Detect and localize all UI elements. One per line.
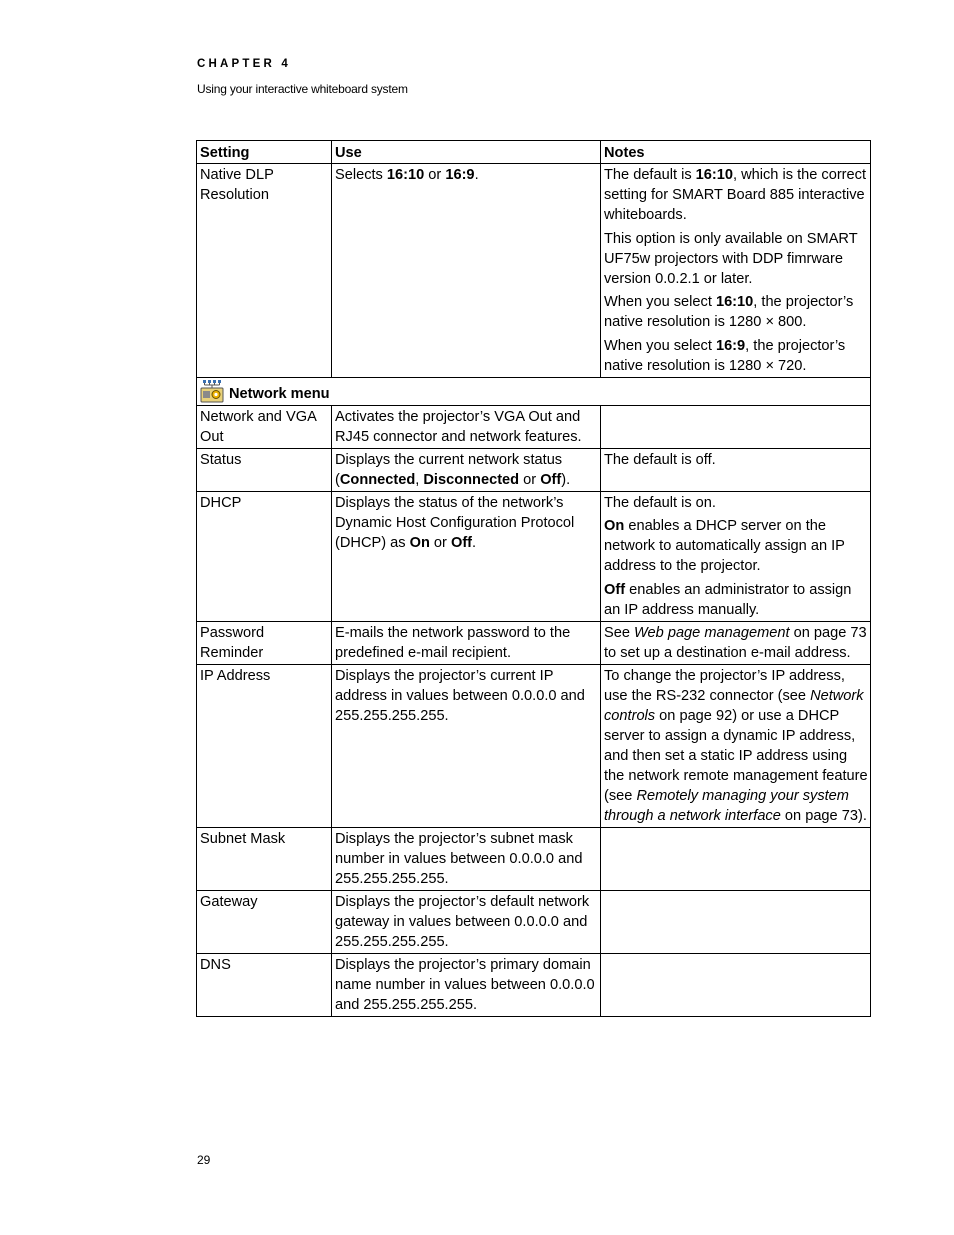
use-cell: Selects 16:10 or 16:9. xyxy=(332,164,601,378)
notes-cell: See Web page management on page 73 to set up a destination e-mail address. xyxy=(601,621,871,664)
use-cell: Displays the projector’s primary domain name number in values between 0.0.0.0 and 255.255.255.255. xyxy=(332,953,601,1016)
use-cell: Displays the projector’s current IP address in values between 0.0.0.0 and 255.255.255.255. xyxy=(332,664,601,827)
note-paragraph: The default is on. xyxy=(604,494,716,511)
setting-cell: IP Address xyxy=(197,664,332,827)
use-cell: Displays the current network status (Connected, Disconnected or Off). xyxy=(332,448,601,491)
note-paragraph: On enables a DHCP server on the network to automatically assign an IP address to the projector. xyxy=(604,518,845,574)
section-row-network-menu xyxy=(197,377,871,405)
section-label: Network menu xyxy=(229,385,330,402)
table-row xyxy=(197,664,871,827)
use-cell: Displays the projector’s subnet mask number in values between 0.0.0.0 and 255.255.255.255. xyxy=(332,827,601,890)
cross-reference-link: Network controls xyxy=(604,687,864,724)
note-paragraph: Off enables an administrator to assign an IP address manually. xyxy=(604,581,852,618)
note-paragraph: This option is only available on SMART UF75w projectors with DDP fimrware version 0.0.2.1 or later. xyxy=(604,230,858,287)
settings-table xyxy=(196,140,871,1017)
section-cell xyxy=(197,377,871,405)
use-cell: Activates the projector’s VGA Out and RJ45 connector and network features. xyxy=(332,405,601,448)
chapter-subtitle: Using your interactive whiteboard system xyxy=(197,82,408,96)
cross-reference-link: Web page management xyxy=(634,624,790,641)
page-number: 29 xyxy=(197,1153,211,1167)
table-row xyxy=(197,405,871,448)
table-row xyxy=(197,621,871,664)
table-row xyxy=(197,827,871,890)
table-row xyxy=(197,448,871,491)
network-menu-icon xyxy=(200,379,224,403)
chapter-label: CHAPTER 4 xyxy=(197,58,291,70)
table-row xyxy=(197,164,871,378)
notes-cell xyxy=(601,405,871,448)
table-row xyxy=(197,890,871,953)
notes-cell xyxy=(601,953,871,1016)
setting-cell: Subnet Mask xyxy=(197,827,332,890)
notes-cell xyxy=(601,491,871,621)
note-paragraph: When you select 16:10, the projector’s native resolution is 1280 × 800. xyxy=(604,294,854,330)
column-header-use: Use xyxy=(332,141,601,164)
setting-cell: Password Reminder xyxy=(197,621,332,664)
notes-cell xyxy=(601,890,871,953)
note-paragraph: The default is 16:10, which is the correct setting for SMART Board 885 interactive whiteboards. xyxy=(604,167,867,223)
use-cell: E-mails the network password to the predefined e-mail recipient. xyxy=(332,621,601,664)
table-row xyxy=(197,491,871,621)
note-paragraph: When you select 16:9, the projector’s native resolution is 1280 × 720. xyxy=(604,337,846,374)
notes-cell: The default is off. xyxy=(601,448,871,491)
notes-cell xyxy=(601,164,871,378)
setting-cell: Status xyxy=(197,448,332,491)
setting-cell: Native DLP Resolution xyxy=(197,164,332,378)
column-header-setting: Setting xyxy=(197,141,332,164)
table-row xyxy=(197,953,871,1016)
table-header-row xyxy=(197,141,871,164)
use-cell: Displays the status of the network’s Dynamic Host Configuration Protocol (DHCP) as On or Off. xyxy=(332,491,601,621)
column-header-notes: Notes xyxy=(601,141,871,164)
setting-cell: DHCP xyxy=(197,491,332,621)
notes-cell xyxy=(601,827,871,890)
notes-cell: To change the projector’s IP address, use the RS-232 connector (see Network controls on page 92) or use a DHCP server to assign a dynamic IP address, and then set a static IP address using the network remote management feature (see Remotely managing your system through a network interface on page 73). xyxy=(601,664,871,827)
setting-cell: Network and VGA Out xyxy=(197,405,332,448)
setting-cell: DNS xyxy=(197,953,332,1016)
setting-cell: Gateway xyxy=(197,890,332,953)
use-cell: Displays the projector’s default network gateway in values between 0.0.0.0 and 255.255.255.255. xyxy=(332,890,601,953)
cross-reference-link: Remotely managing your system through a network interface xyxy=(604,787,849,824)
